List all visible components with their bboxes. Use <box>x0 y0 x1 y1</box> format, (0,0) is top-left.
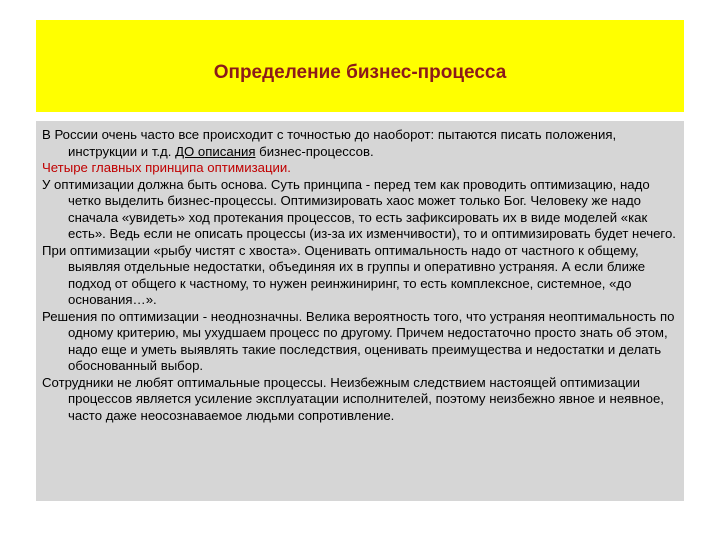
principle-ambiguity: Решения по оптимизации - неоднозначны. Велика вероятность того, что устраняя неоптимальность по одному критерию, мы ухудшаем процесс по другому. Причем недостаточно просто знать об этом, надо еще и уметь выявлять такие последствия, оценивать преимущества и недостатки и делать обоснованный выбор. <box>42 308 675 373</box>
slide-title: Определение бизнес-процесса <box>213 62 507 83</box>
principle-resistance: Сотрудники не любят оптимальные процессы. Неизбежным следствием настоящей оптимизации процессов является усиление эксплуатации исполнителей, поэтому неизбежно явное и неявное, часто даже неосознаваемое людьми сопротивление. <box>42 374 664 423</box>
content-box <box>36 121 684 501</box>
principle-fish: При оптимизации «рыбу чистят с хвоста». Оценивать оптимальность надо от частного к общему, выявляя отдельные недостатки, объединяя их в группы и оперативно устраняя. А если ближе подход от общего к частному, то нужен реинжиниринг, то есть комплексное, системное, «до основания…». <box>42 242 646 307</box>
principles-heading: Четыре главных принципа оптимизации. <box>42 160 291 175</box>
paragraph-russia-text: В России очень часто все происходит с точностью до наоборот: пытаются писать положения, инструкции и т.д. <box>42 127 617 159</box>
paragraph-russia-tail: бизнес-процессов. <box>255 143 374 159</box>
paragraph-russia <box>42 127 680 160</box>
principle-basis: У оптимизации должна быть основа. Суть принципа - перед тем как проводить оптимизацию, надо четко выделить бизнес-процессы. Оптимизировать хаос может только Бог. Человеку же надо сначала «увидеть» ход протекания процессов, то есть зафиксировать их в виде моделей «как есть». Ведь если не описать процессы (из-за их изменчивости), то и оптимизировать будет нечего. <box>42 176 676 241</box>
title-banner <box>36 20 684 112</box>
underlined-phrase: ДО описания <box>175 143 256 159</box>
